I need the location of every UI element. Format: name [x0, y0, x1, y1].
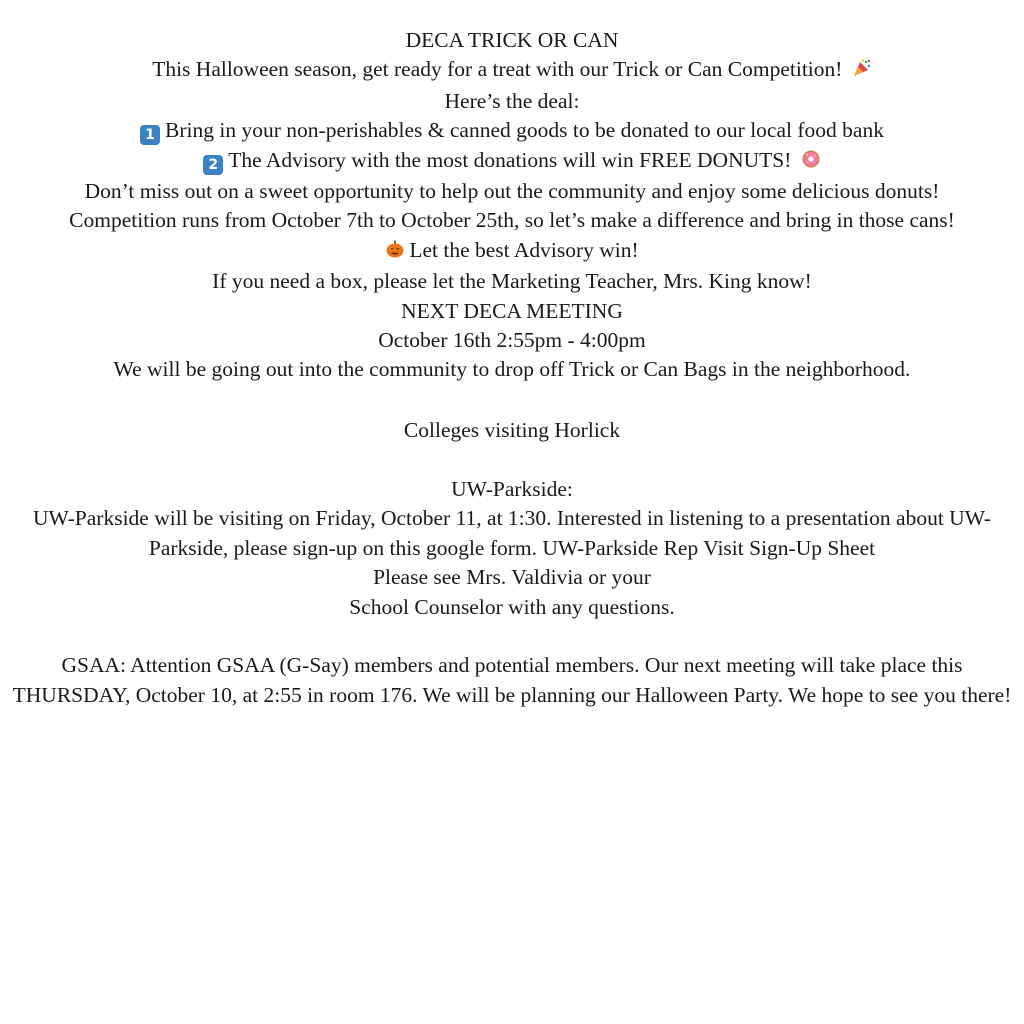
pumpkin-icon	[385, 238, 405, 267]
deca-intro: This Halloween season, get ready for a treat with our Trick or Can Competition!	[152, 57, 843, 82]
announcement-document	[0, 26, 1024, 710]
deca-intro-line	[0, 55, 1024, 86]
deca-step-2-text: The Advisory with the most donations will win FREE DONUTS!	[228, 147, 792, 172]
deca-meeting-desc: We will be going out into the community to drop off Trick or Can Bags in the neighborhood.	[113, 357, 911, 382]
colleges-contact-2: School Counselor with any questions.	[349, 594, 675, 619]
party-popper-icon	[852, 57, 872, 86]
spacer	[0, 385, 1024, 414]
colleges-school: UW-Parkside:	[451, 477, 573, 502]
deca-deal: Here’s the deal:	[444, 88, 580, 113]
donut-icon	[801, 148, 821, 177]
keycap-one-icon: 1	[140, 125, 160, 145]
spacer	[0, 622, 1024, 651]
deca-next-meeting: NEXT DECA MEETING	[401, 298, 623, 323]
deca-title: DECA TRICK OR CAN	[405, 28, 619, 52]
deca-meeting-time: October 16th 2:55pm - 4:00pm	[378, 328, 646, 353]
deca-step-1	[0, 116, 1024, 145]
deca-step-1-text: Bring in your non-perishables & canned goods to be donated to our local food bank	[165, 118, 884, 143]
deca-dont-miss: Don’t miss out on a sweet opportunity to help out the community and enjoy some delicious donuts!	[84, 179, 940, 204]
deca-best-line	[0, 236, 1024, 267]
keycap-two-icon: 2	[203, 155, 223, 175]
spacer	[0, 446, 1024, 475]
deca-best: Let the best Advisory win!	[409, 237, 639, 262]
deca-step-2	[0, 146, 1024, 177]
colleges-contact-1: Please see Mrs. Valdivia or your	[373, 565, 651, 590]
colleges-details: UW-Parkside will be visiting on Friday, October 11, at 1:30. Interested in listening to a presentation about UW-Parkside, please sign-up on this google form. UW-Parkside Rep Visit Sign-Up Sheet	[33, 506, 991, 560]
deca-runs: Competition runs from October 7th to October 25th, so let’s make a difference and bring in those cans!	[69, 208, 955, 233]
colleges-heading: Colleges visiting Horlick	[403, 418, 621, 443]
deca-box: If you need a box, please let the Marketing Teacher, Mrs. King know!	[212, 269, 812, 294]
gsaa-text: GSAA: Attention GSAA (G-Say) members and potential members. Our next meeting will take place this THURSDAY, October 10, at 2:55 in room 176. We will be planning our Halloween Party. We hope to see you there!	[12, 653, 1012, 707]
